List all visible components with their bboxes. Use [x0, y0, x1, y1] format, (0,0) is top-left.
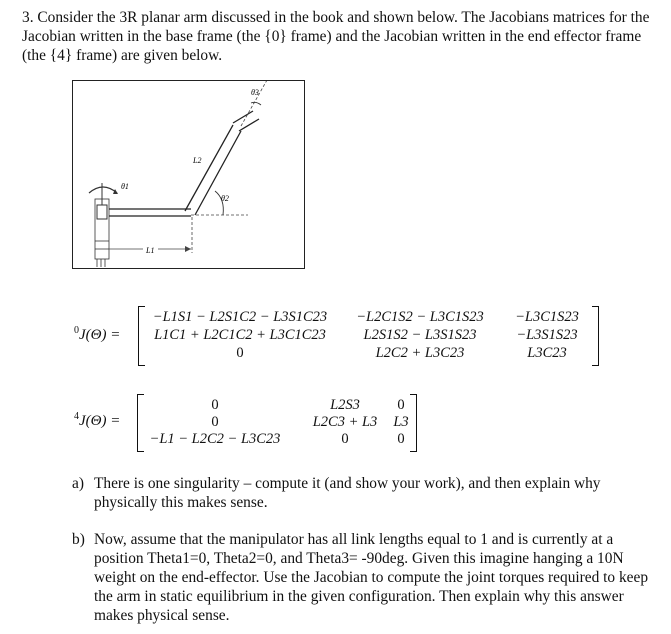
jacobian-base-bracket-left [138, 306, 145, 366]
jacobian-base-frame: 0 [74, 325, 79, 336]
je-r0c2: 0 [397, 397, 405, 413]
jb-r2c2: L3C23 [527, 345, 567, 361]
joint1-box [97, 205, 107, 219]
jacobian-base-lhs [74, 325, 120, 344]
L2-label: L2 [193, 156, 202, 165]
jb-r2c0: 0 [236, 345, 244, 361]
theta1-label: θ1 [121, 182, 129, 191]
je-r1c1: L2C3 + L3 [312, 414, 378, 430]
je-r2c2: 0 [397, 431, 405, 447]
jb-r0c1: −L2C1S2 − L3C1S23 [356, 309, 484, 325]
L1-label: L1 [146, 246, 155, 255]
arm-diagram [73, 81, 306, 270]
jacobian-end-lhs-text: J(Θ) = [79, 413, 121, 429]
theta3-label: θ3 [251, 88, 259, 97]
jacobian-end-lhs [74, 411, 120, 430]
question-a [72, 474, 652, 514]
je-r1c2: L3 [393, 414, 409, 430]
question-b [72, 530, 652, 630]
question-b-text: Now, assume that the manipulator has all link lengths equal to 1 and is currently at a position Theta1=0, Theta2=0, and Theta3= -90deg. Given this imagine hanging a 10N weight on the end-effector. Use the Jacobian to compute the joint torques required to keep the arm in static equilibrium in the given configuration. Then explain why this answer makes physical sense. [94, 531, 649, 624]
theta2-label: θ2 [221, 194, 229, 203]
jb-r1c1: L2S1S2 − L3S1S23 [363, 327, 477, 343]
jb-r0c2: −L3C1S23 [515, 309, 579, 325]
theta1-arrow [89, 187, 117, 193]
je-r0c1: L2S3 [330, 397, 360, 413]
jacobian-end-frame: 4 [74, 411, 79, 422]
question-b-label: b) [72, 531, 85, 548]
question-a-label: a) [72, 475, 84, 492]
problem-intro: 3. Consider the 3R planar arm discussed in the book and shown below. The Jacobians matrices for the Jacobian written in the base frame (the {0} frame) and the Jacobian written in the end effector frame (the {4} frame) are given below. [22, 9, 650, 64]
jb-r1c2: −L3S1S23 [516, 327, 578, 343]
jb-r2c1: L2C2 + L3C23 [375, 345, 465, 361]
je-r1c0: 0 [211, 414, 219, 430]
je-r0c0: 0 [211, 397, 219, 413]
je-r2c1: 0 [341, 431, 349, 447]
jb-r0c0: −L1S1 − L2S1C2 − L3S1C23 [152, 309, 328, 325]
jacobian-base-bracket-right [592, 306, 599, 366]
question-a-text: There is one singularity – compute it (and show your work), and then explain why physically this makes sense. [94, 475, 601, 511]
jb-r1c0: L1C1 + L2C1C2 + L3C1C23 [154, 327, 326, 343]
jacobian-base-lhs-text: J(Θ) = [79, 327, 121, 343]
arm-figure [72, 80, 305, 269]
je-r2c0: −L1 − L2C2 − L3C23 [149, 431, 281, 447]
